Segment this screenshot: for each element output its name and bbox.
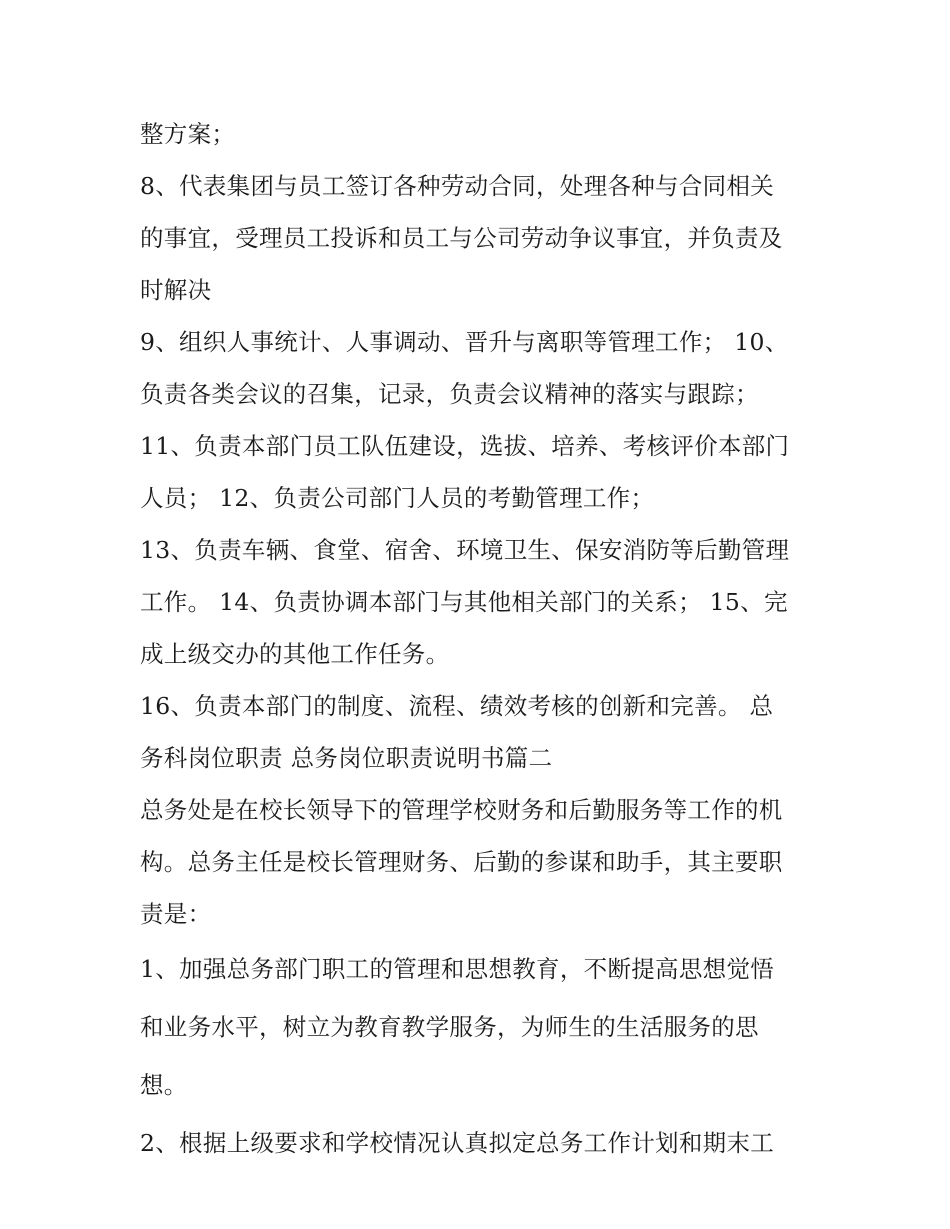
text-line: 2、根据上级要求和学校情况认真拟定总务工作计划和期末工	[140, 1129, 775, 1157]
text-line: 11、负责本部门员工队伍建设，选拔、培养、考核评价本部门	[140, 432, 790, 460]
text-line: 的事宜，受理员工投诉和员工与公司劳动争议事宜，并负责及	[140, 224, 783, 252]
text-line: 16、负责本部门的制度、流程、绩效考核的创新和完善。 总	[140, 692, 774, 720]
text-line: 成上级交办的其他工作任务。	[140, 640, 450, 668]
document-body	[140, 108, 820, 1172]
text-line: 负责各类会议的召集，记录，负责会议精神的落实与跟踪；	[140, 380, 759, 408]
text-line: 务科岗位职责 总务岗位职责说明书篇二	[140, 744, 553, 772]
text-line: 人员； 12、负责公司部门人员的考勤管理工作；	[140, 484, 655, 512]
text-line: 想。	[140, 1071, 188, 1099]
text-line: 总务处是在校长领导下的管理学校财务和后勤服务等工作的机	[140, 796, 783, 824]
text-line: 责是：	[140, 900, 212, 928]
text-line: 构。总务主任是校长管理财务、后勤的参谋和助手，其主要职	[140, 848, 783, 876]
text-line: 工作。 14、负责协调本部门与其他相关部门的关系； 15、完	[140, 588, 788, 616]
text-line: 和业务水平，树立为教育教学服务，为师生的生活服务的思	[140, 1013, 759, 1041]
text-line: 时解决	[140, 276, 212, 304]
text-line: 1、加强总务部门职工的管理和思想教育，不断提高思想觉悟	[140, 955, 775, 983]
text-line: 整方案；	[140, 120, 236, 148]
text-line: 8、代表集团与员工签订各种劳动合同，处理各种与合同相关	[140, 172, 775, 200]
text-line: 13、负责车辆、食堂、宿舍、环境卫生、保安消防等后勤管理	[140, 536, 790, 564]
text-line: 9、组织人事统计、人事调动、晋升与离职等管理工作； 10、	[140, 328, 789, 356]
